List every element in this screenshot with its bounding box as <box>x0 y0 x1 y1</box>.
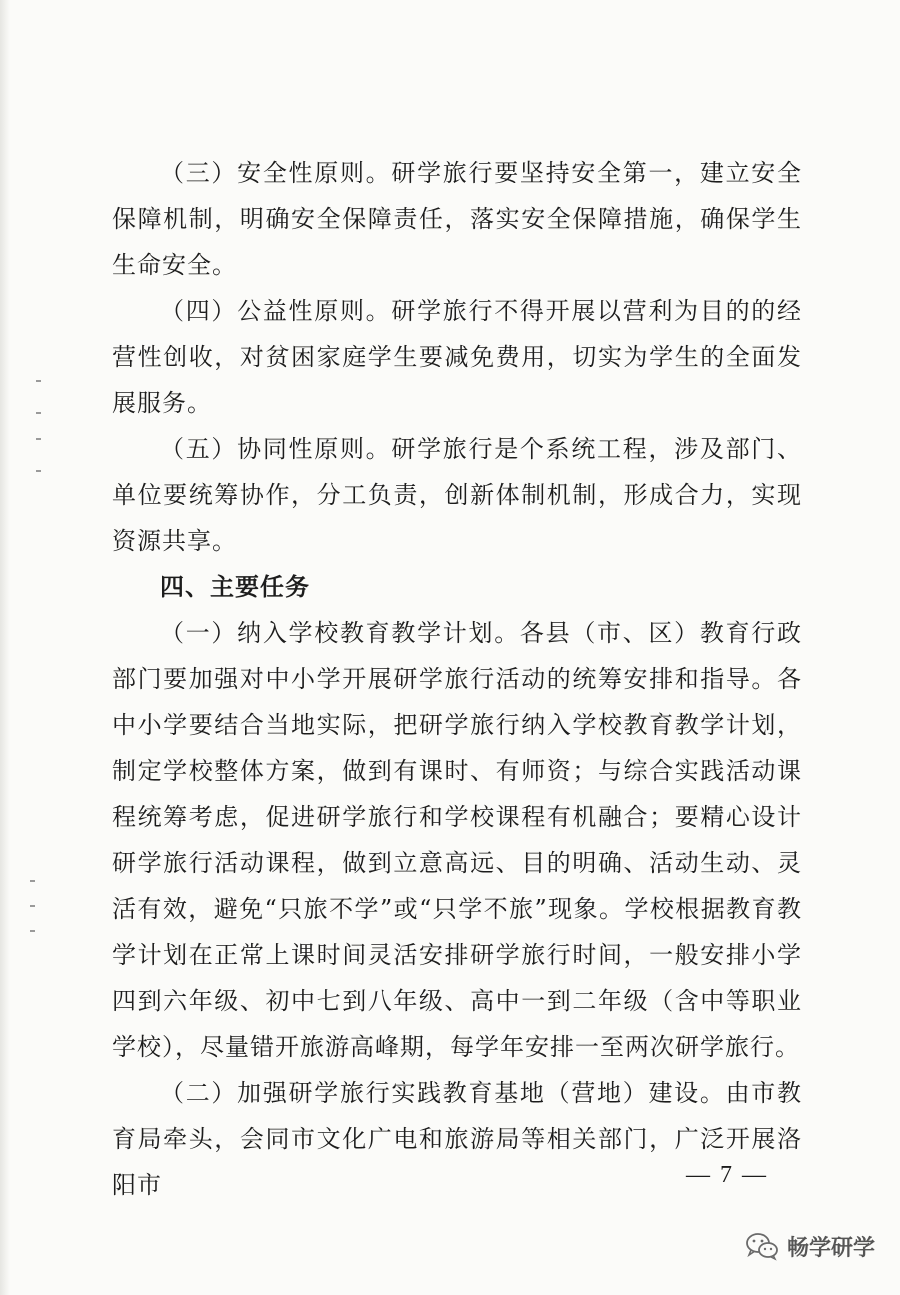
margin-mark <box>36 412 41 414</box>
wechat-icon <box>745 1231 779 1261</box>
margin-mark <box>30 930 35 932</box>
scan-edge-shadow <box>0 0 10 1295</box>
watermark-text: 畅学研学 <box>787 1235 876 1261</box>
watermark <box>745 1228 875 1264</box>
document-body <box>112 150 802 1208</box>
paragraph-task-1: （一）纳入学校教育教学计划。各县（市、区）教育行政部门要加强对中小学开展研学旅行活动的统筹安排和指导。各中小学要结合当地实际，把研学旅行纳入学校教育教学计划，制定学校整体方案，做到有课时、有师资；与综合实践活动课程统筹考虑，促进研学旅行和学校课程有机融合；要精心设计研学旅行活动课程，做到立意高远、目的明确、活动生动、灵活有效，避免“只旅不学”或“只学不旅”现象。学校根据教育教学计划在正常上课时间灵活安排研学旅行时间，一般安排小学四到六年级、初中七到八年级、高中一到二年级（含中等职业学校），尽量错开旅游高峰期，每学年安排一至两次研学旅行。 <box>112 619 802 1061</box>
margin-mark <box>30 905 35 907</box>
paragraph-public-welfare-principle: （四）公益性原则。研学旅行不得开展以营利为目的的经营性创收，对贫困家庭学生要减免费用，切实为学生的全面发展服务。 <box>112 297 802 417</box>
paragraph-coordination-principle: （五）协同性原则。研学旅行是个系统工程，涉及部门、单位要统筹协作，分工负责，创新体制机制，形成合力，实现资源共享。 <box>112 435 802 555</box>
section-heading: 四、主要任务 <box>160 573 310 601</box>
margin-mark <box>30 880 35 882</box>
paragraph-safety-principle: （三）安全性原则。研学旅行要坚持安全第一，建立安全保障机制，明确安全保障责任，落实安全保障措施，确保学生生命安全。 <box>112 159 802 279</box>
margin-mark <box>36 470 41 472</box>
margin-mark <box>36 380 41 382</box>
margin-mark <box>36 438 41 440</box>
paragraph-task-2: （二）加强研学旅行实践教育基地（营地）建设。由市教育局牵头，会同市文化广电和旅游局等相关部门，广泛开展洛阳市 <box>112 1079 802 1199</box>
page-number: — 7 — <box>686 1162 768 1188</box>
